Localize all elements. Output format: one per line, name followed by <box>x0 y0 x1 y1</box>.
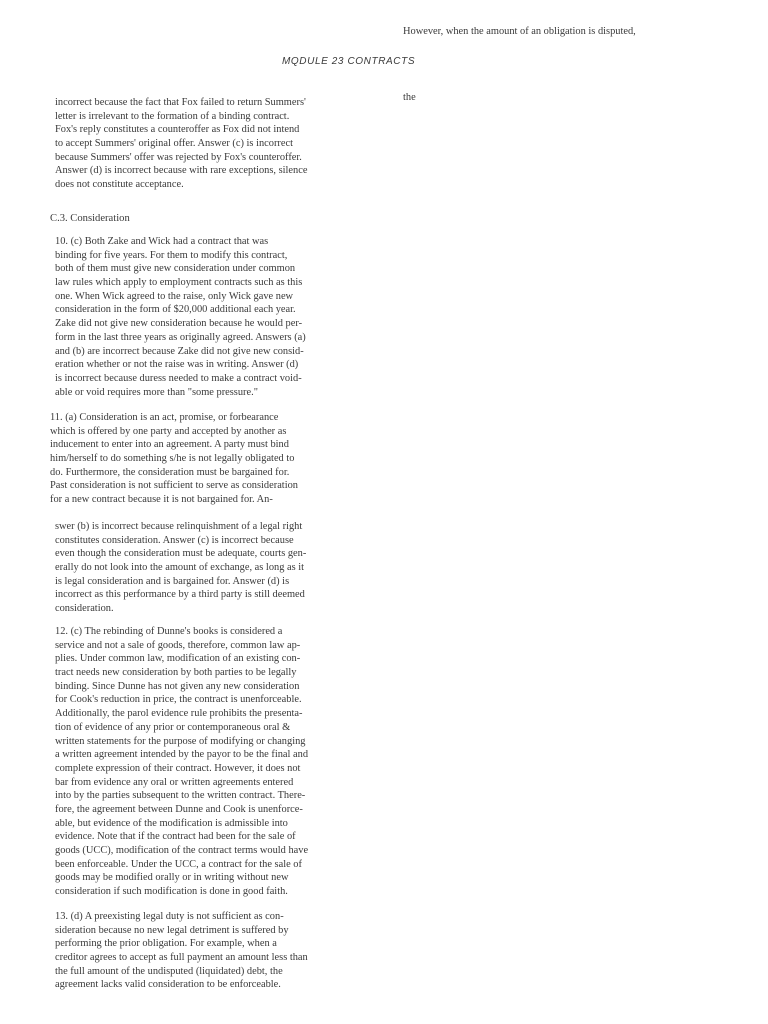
text-line: do. Furthermore, the consideration must be bargained for. <box>50 466 290 478</box>
text-line: However, when the amount of an obligation is disputed, <box>403 26 636 37</box>
text-line: evidence. Note that if the contract had been for the sale of <box>55 831 296 843</box>
text-line: him/herself to do something s/he is not legally obligated to <box>50 453 295 465</box>
text-line: inducement to enter into an agreement. A party must bind <box>50 439 289 451</box>
text-line: incorrect as this performance by a third party is still deemed <box>55 589 305 601</box>
text-line: performing the prior obligation. For example, when a <box>55 938 277 950</box>
text-line: binding for five years. For them to modify this contract, <box>55 249 288 261</box>
text-line: plies. Under common law, modification of an existing con- <box>55 653 301 665</box>
text-line: Additionally, the parol evidence rule prohibits the presenta- <box>55 708 303 720</box>
text-line: service and not a sale of goods, therefore, common law ap- <box>55 639 301 651</box>
text-line: 11. (a) Consideration is an act, promise, or forbearance <box>50 412 279 423</box>
right-column-top-line <box>403 25 636 39</box>
paragraph-continuation <box>55 96 307 192</box>
text-line: tion of evidence of any prior or contemporaneous oral & <box>55 721 291 733</box>
answer-paragraph-13 <box>55 910 308 992</box>
text-line: 12. (c) The rebinding of Dunne's books is considered a <box>55 626 283 637</box>
text-line: constitutes consideration. Answer (c) is incorrect because <box>55 534 294 546</box>
text-line: consideration in the form of $20,000 additional each year. <box>55 304 296 316</box>
text-line: able or void requires more than "some pressure." <box>55 386 258 398</box>
text-line: been enforceable. Under the UCC, a contract for the sale of <box>55 858 302 870</box>
text-line: incorrect because the fact that Fox failed to return Summers' <box>55 97 306 108</box>
text-line: goods (UCC), modification of the contract terms would have <box>55 845 309 856</box>
text-line: one. When Wick agreed to the raise, only Wick gave new <box>55 290 294 302</box>
text-line: consideration. <box>55 603 114 615</box>
text-line: to accept Summers' original offer. Answer (c) is incorrect <box>55 138 293 150</box>
text-line: because Summers' offer was rejected by Fox's counteroffer. <box>55 151 302 163</box>
text-line: the <box>403 92 416 103</box>
answer-paragraph-10 <box>55 235 306 399</box>
text-line: law rules which apply to employment contracts such as this <box>55 277 303 289</box>
text-line: Fox's reply constitutes a counteroffer as Fox did not intend <box>55 124 300 136</box>
text-line: a written agreement intended by the payor to be the final and <box>55 749 309 761</box>
text-line: for Cook's reduction in price, the contract is unenforceable. <box>55 694 302 706</box>
section-heading: C.3. Consideration <box>50 213 130 224</box>
answer-paragraph-11-continued <box>55 520 306 616</box>
text-line: able, but evidence of the modification is admissible into <box>55 817 288 829</box>
running-title: MQDULE 23 CONTRACTS <box>282 56 416 67</box>
text-line: sideration because no new legal detriment is suffered by <box>55 924 289 936</box>
text-line: even though the consideration must be adequate, courts gen- <box>55 548 307 560</box>
text-line: consideration if such modification is done in good faith. <box>55 886 288 898</box>
text-line: written statements for the purpose of modifying or changing <box>55 735 306 747</box>
text-line: 10. (c) Both Zake and Wick had a contract that was <box>55 236 269 247</box>
text-line: into by the parties subsequent to the written contract. There- <box>55 790 306 802</box>
text-line: letter is irrelevant to the formation of a binding contract. <box>55 110 290 122</box>
text-line: does not constitute acceptance. <box>55 179 184 191</box>
text-line: tract needs new consideration by both parties to be legally <box>55 667 297 679</box>
text-line: is incorrect because duress needed to make a contract void- <box>55 372 302 384</box>
text-line: complete expression of their contract. However, it does not <box>55 762 301 774</box>
text-line: goods may be modified orally or in writing without new <box>55 872 289 884</box>
text-line: binding. Since Dunne has not given any new consideration <box>55 680 300 692</box>
text-line: Zake did not give new consideration because he would per- <box>55 318 303 330</box>
text-line: form in the last three years as originally agreed. Answers (a) <box>55 331 306 343</box>
text-line: is legal consideration and is bargained for. Answer (d) is <box>55 575 290 587</box>
text-line: Past consideration is not sufficient to serve as consideration <box>50 480 298 492</box>
text-line: which is offered by one party and accepted by another as <box>50 425 287 437</box>
text-line: the full amount of the undisputed (liquidated) debt, the <box>55 965 283 977</box>
text-line: fore, the agreement between Dunne and Cook is unenforce- <box>55 803 303 815</box>
text-line: Answer (d) is incorrect because with rare exceptions, silence <box>55 165 308 177</box>
text-line: both of them must give new consideration under common <box>55 263 296 275</box>
text-line: for a new contract because it is not bargained for. An- <box>50 494 273 506</box>
answer-paragraph-12 <box>55 625 308 899</box>
text-line: agreement lacks valid consideration to be enforceable. <box>55 979 281 991</box>
text-line: bar from evidence any oral or written agreements entered <box>55 776 294 788</box>
text-line: swer (b) is incorrect because relinquishment of a legal right <box>55 521 303 532</box>
text-line: erally do not look into the amount of exchange, as long as it <box>55 562 305 574</box>
right-column-fragment <box>403 91 416 105</box>
text-line: and (b) are incorrect because Zake did not give new consid- <box>55 345 304 357</box>
answer-paragraph-11 <box>50 411 298 507</box>
text-line: eration whether or not the raise was in writing. Answer (d) <box>55 359 299 371</box>
text-line: 13. (d) A preexisting legal duty is not sufficient as con- <box>55 911 284 922</box>
text-line: creditor agrees to accept as full payment an amount less than <box>55 952 308 964</box>
